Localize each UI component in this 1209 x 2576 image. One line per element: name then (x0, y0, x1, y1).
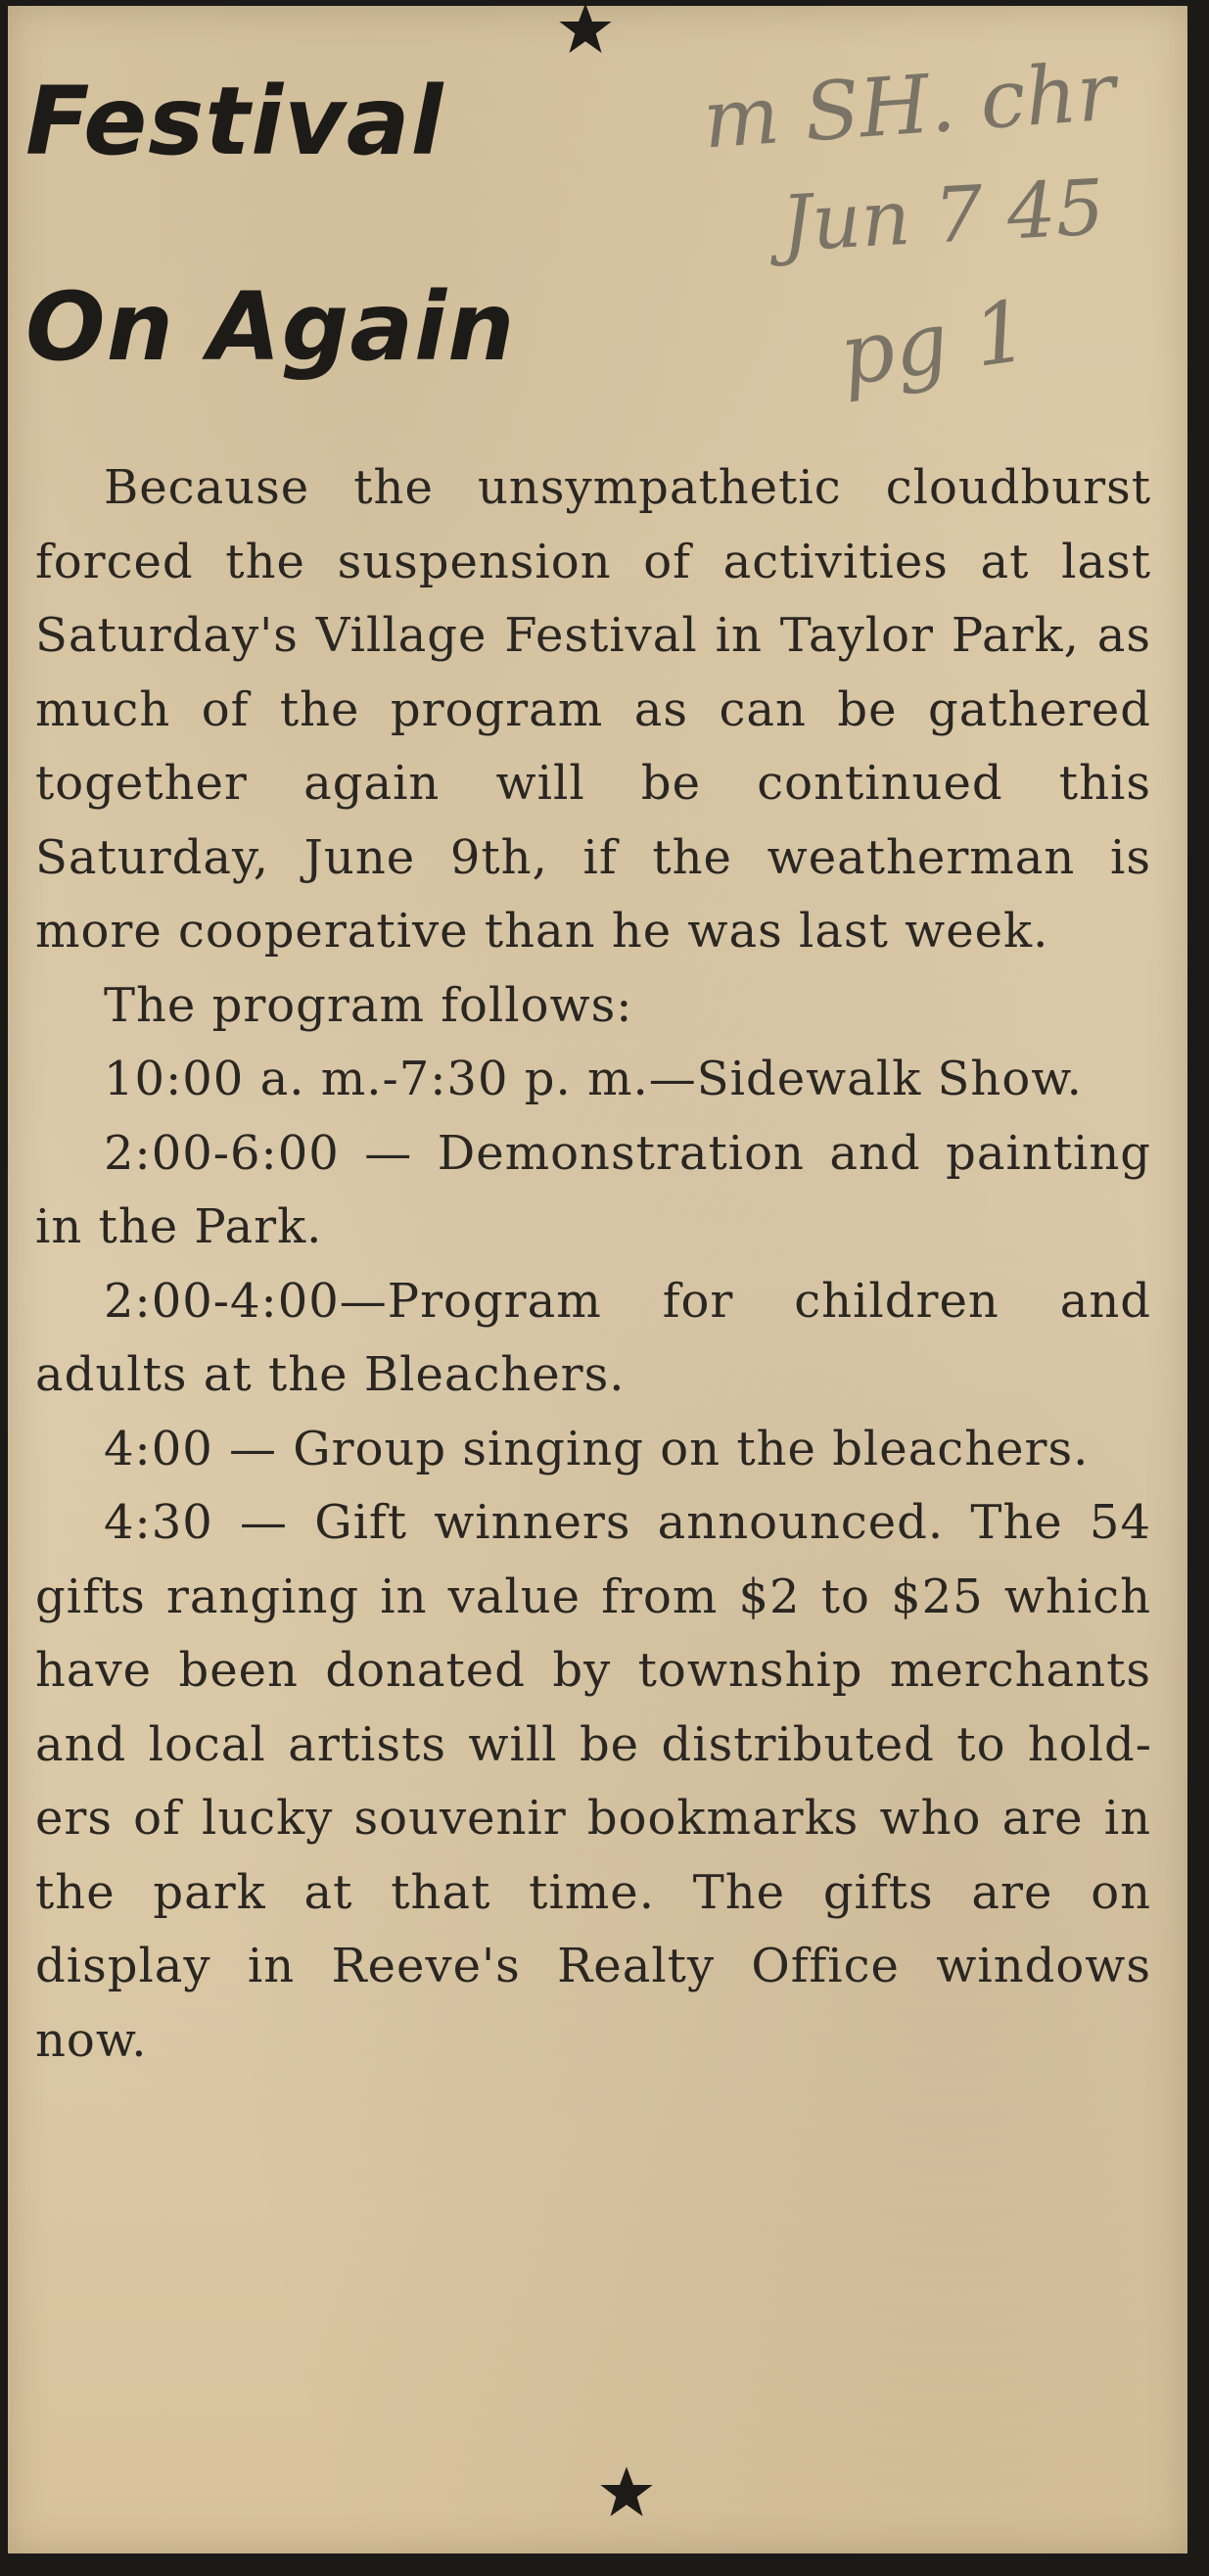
program-item-demonstration: 2:00-6:00 — Demonstration and painting in the Park. (35, 1125, 1151, 1254)
handwritten-note-line-2: Jun 7 45 (778, 164, 1107, 269)
program-item-sidewalk-show: 10:00 a. m.-7:30 p. m.—Sidewalk Show. (104, 1052, 1083, 1106)
program-item-group-singing: 4:00 — Group singing on the bleachers. (104, 1421, 1090, 1476)
headline-line-2: On Again (25, 272, 516, 382)
newspaper-clipping (8, 6, 1187, 2553)
star-icon (554, 6, 617, 61)
article-paragraph-program-intro: The program follows: (104, 977, 633, 1033)
article-paragraph-intro: Because the unsympathetic cloudburst forced the suspension of activities at last Saturday's Village Festival in Taylor Park, as much of the program as can be gathered together again will be continued this Saturday, June 9th, if the weatherman is more cooperative than he was last week. (35, 460, 1151, 959)
program-item-children-program: 2:00-4:00—Program for children and adults at the Bleachers. (35, 1273, 1151, 1402)
program-item-gift-winners: 4:30 — Gift winners announced. The 54 gifts ranging in value from $2 to $25 which have been donated by township merchants and local artists will be distributed to holders of lucky souvenir bookmarks who are in the park at that time. The gifts are on display in Reeve's Realty Office windows now. (35, 1495, 1151, 2068)
handwritten-note-line-1: m SH. chr (700, 45, 1119, 167)
headline-line-1: Festival (25, 67, 444, 176)
handwritten-note-line-3: pg 1 (833, 282, 1035, 405)
star-icon (595, 2461, 658, 2524)
article-body (35, 451, 1151, 2078)
